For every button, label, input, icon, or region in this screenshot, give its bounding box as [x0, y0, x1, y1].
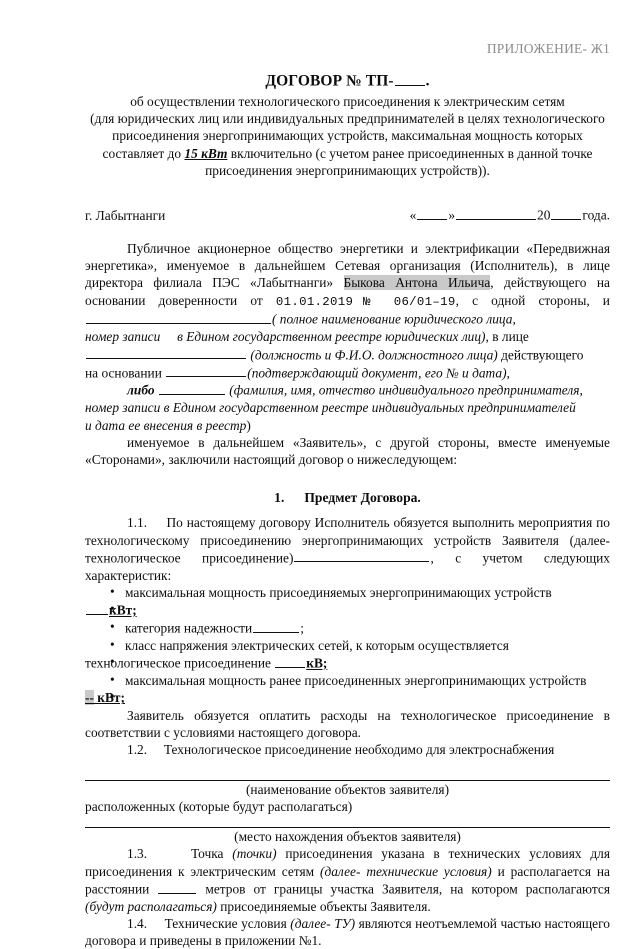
preamble-paragraph-8: именуемое в дальнейшем «Заявитель», с другой стороны, вместе именуемые «Сторонами», заключили настоящий договор о нижеследующем: — [85, 434, 610, 468]
payment-obligation-paragraph: Заявитель обязуется оплатить расходы на технологическое присоединение в соответствии с условиями настоящего договора. — [85, 707, 610, 740]
month-blank[interactable] — [456, 206, 536, 220]
subtitle-line-4-b: включительно (с учетом ранее присоединенных в данной точке — [227, 145, 593, 161]
bullet-voltage-cont-text: технологическое присоединение — [85, 655, 275, 671]
voltage-class-blank[interactable] — [275, 654, 305, 668]
preamble-paragraph-6: номер записи в Едином государственном реестре индивидуальных предпринимателей — [85, 400, 576, 416]
preamble-hint-3: (подтверждающий документ, его № и дата), — [247, 365, 510, 381]
clause-1-2 — [85, 741, 610, 758]
clause-1-3 — [85, 845, 610, 915]
caption-objects-location: (место нахождения объектов заявителя) — [234, 829, 461, 845]
preamble-text-p2b: в Едином государственном реестре юридических лиц) — [177, 329, 486, 345]
power-of-attorney-number: 06/01–19 — [393, 294, 456, 309]
clause-1-3-text-e: присоединяемые объекты Заявителя. — [216, 898, 431, 914]
subtitle-line-3: присоединения энергопринимающих устройств, максимальная мощность которых — [112, 128, 583, 144]
date-suffix: года. — [582, 207, 610, 223]
number-sign: № — [353, 294, 381, 309]
clause-1-3-text-c: и располагается на расстоянии — [85, 863, 610, 897]
preamble-paragraph-4 — [85, 364, 610, 382]
clause-1-4 — [85, 915, 610, 949]
subtitle-line-1: об осуществлении технологического присоединения к электрическим сетям — [130, 93, 565, 109]
clause-1-4-text-a: Технические условия — [164, 916, 291, 932]
basis-document-blank[interactable] — [166, 364, 246, 378]
date-field[interactable] — [410, 206, 610, 224]
bullet-previous-power-unit-line — [85, 689, 610, 706]
bullet-reliability-category — [85, 619, 610, 637]
subtitle-line-2: (для юридических лиц или индивидуальных предпринимателей в целях технологического — [90, 111, 605, 126]
preamble-text-b: , действующего на основании доверенности от — [85, 275, 610, 308]
max-power-value: 15 кВт — [184, 145, 228, 161]
clause-1-3-text-a: Точка — [190, 846, 233, 862]
reliability-category-blank[interactable] — [253, 619, 299, 633]
previous-power-dash: -- — [85, 690, 94, 706]
preamble-text-p3b: действующего — [497, 347, 584, 363]
date-quote-close: » — [448, 207, 456, 223]
previous-power-unit: кВт; — [93, 690, 125, 706]
preamble-hint-1: ( полное наименование юридического лица, — [272, 312, 516, 328]
located-line: расположенных (которые будут располагаться) — [85, 799, 353, 815]
preamble-paragraph-2 — [85, 328, 610, 345]
clause-1-3-text-d: метров от границы участка Заявителя, на котором располагаются — [197, 881, 610, 897]
year-prefix: 20 — [537, 207, 551, 223]
preamble-paren-close: ) — [246, 417, 251, 433]
director-name-highlight: Быкова Антона Ильича — [343, 275, 491, 291]
objects-location-rule — [85, 827, 610, 828]
max-power-unit: кВт; — [109, 602, 137, 618]
bullet-previous-power — [85, 672, 610, 689]
bullet-max-power-unit-line — [85, 601, 610, 619]
distance-blank[interactable] — [158, 880, 196, 894]
clause-1-3-italic-3: (будут располагаться) — [85, 898, 217, 914]
preamble-paragraph-5 — [85, 381, 610, 399]
page-title — [85, 70, 610, 91]
city-label: г. Лабытнанги — [85, 207, 166, 223]
preamble-text-p4a: на основании — [85, 365, 166, 381]
bullet-reliability-text: категория надежности — [125, 620, 253, 636]
section-1-title: Предмет Договора. — [304, 490, 421, 506]
doc-title-text: ДОГОВОР № ТП- — [265, 72, 394, 90]
year-blank[interactable] — [551, 206, 581, 220]
max-power-input-blank[interactable] — [86, 601, 108, 615]
document-body — [85, 0, 610, 949]
clause-1-3-italic-2: (далее- технические условия) — [320, 863, 492, 879]
caption-objects-name: (наименование объектов заявителя) — [245, 782, 450, 798]
preamble-paragraph-1 — [85, 240, 610, 329]
section-1-heading — [85, 490, 610, 506]
connection-object-blank[interactable] — [294, 549, 429, 563]
objects-name-rule — [85, 780, 610, 781]
clause-1-1-text-a: По настоящему договору Исполнитель обязуется выполнить мероприятия по технологическому присоединению энергопринимающих устройств Заявителя (далее- технологическое присоединение) — [85, 515, 610, 566]
contract-number-blank[interactable] — [395, 70, 425, 86]
preamble-text-a: Публичное акционерное общество энергетики и электрификации «Передвижная энергетика», именуемое в дальнейшем Сетевая организация (Исполнитель), в лице директора филиала ПЭС «Лабытнанги» — [85, 240, 610, 291]
subtitle-line-5: присоединения энергопринимающих устройств)). — [205, 162, 490, 178]
bullet-voltage-cont-line — [85, 654, 610, 672]
section-1-number: 1. — [274, 490, 285, 506]
preamble-hint-2: (должность и Ф.И.О. должностного лица) — [250, 347, 498, 363]
clause-1-1-number: 1.1. — [127, 515, 148, 531]
bullet-voltage-class — [85, 637, 610, 654]
clause-1-3-text-b: присоединения указана в технических условиях для присоединения к электрическим сетям — [85, 846, 610, 879]
bullet-max-power — [85, 584, 610, 601]
subtitle-line-4 — [85, 145, 610, 162]
date-quote-open: « — [409, 207, 417, 223]
clause-1-4-number: 1.4. — [127, 916, 148, 932]
power-of-attorney-date: 01.01.2019 — [275, 294, 354, 309]
bullet-voltage-text: класс напряжения электрических сетей, к которым осуществляется — [125, 637, 509, 653]
official-position-blank[interactable] — [86, 346, 246, 360]
subtitle-line-4-a: составляет до — [102, 145, 185, 161]
preamble-hint-4: (фамилия, имя, отчество индивидуального предпринимателя, — [229, 383, 583, 399]
legal-entity-name-blank[interactable] — [86, 310, 271, 324]
clause-1-3-italic-1: (точки) — [232, 846, 277, 862]
bullet-previous-power-text: максимальная мощность ранее присоединенных энергопринимающих устройств — [125, 673, 587, 689]
preamble-text-c: , с одной стороны, и — [455, 292, 610, 308]
preamble-text-p2c: , в лице — [485, 329, 529, 345]
clause-1-4-text-b: являются неотъемлемой частью настоящего договора и приведены в приложении №1. — [85, 916, 610, 949]
city-date-row — [85, 206, 610, 224]
entrepreneur-name-blank[interactable] — [159, 381, 225, 395]
preamble-paragraph-7 — [85, 417, 610, 434]
preamble-paragraph-3 — [85, 346, 610, 364]
bullet-reliability-tail: ; — [300, 620, 304, 636]
document-subtitle — [85, 93, 610, 179]
clause-1-4-italic: (далее- ТУ) — [290, 916, 356, 932]
preamble-text-p2a: номер записи — [85, 329, 161, 345]
day-blank[interactable] — [417, 206, 447, 220]
clause-1-1-text-b: , с учетом следующих характеристик: — [85, 550, 611, 583]
clause-1-1 — [85, 514, 610, 584]
clause-1-2-number: 1.2. — [127, 742, 148, 757]
bullet-max-power-text: максимальная мощность присоединяемых энергопринимающих устройств — [125, 584, 552, 600]
appendix-label: ПРИЛОЖЕНИЕ- Ж1 — [486, 41, 610, 56]
alternative-label: либо — [127, 383, 155, 399]
voltage-unit: кВ; — [306, 655, 328, 671]
preamble-text-p7: и дата ее внесения в реестр — [85, 417, 247, 433]
doc-title-suffix: . — [425, 72, 430, 90]
clause-1-2-text: Технологическое присоединение необходимо для электроснабжения — [163, 742, 555, 757]
clause-1-3-number: 1.3. — [127, 846, 148, 862]
